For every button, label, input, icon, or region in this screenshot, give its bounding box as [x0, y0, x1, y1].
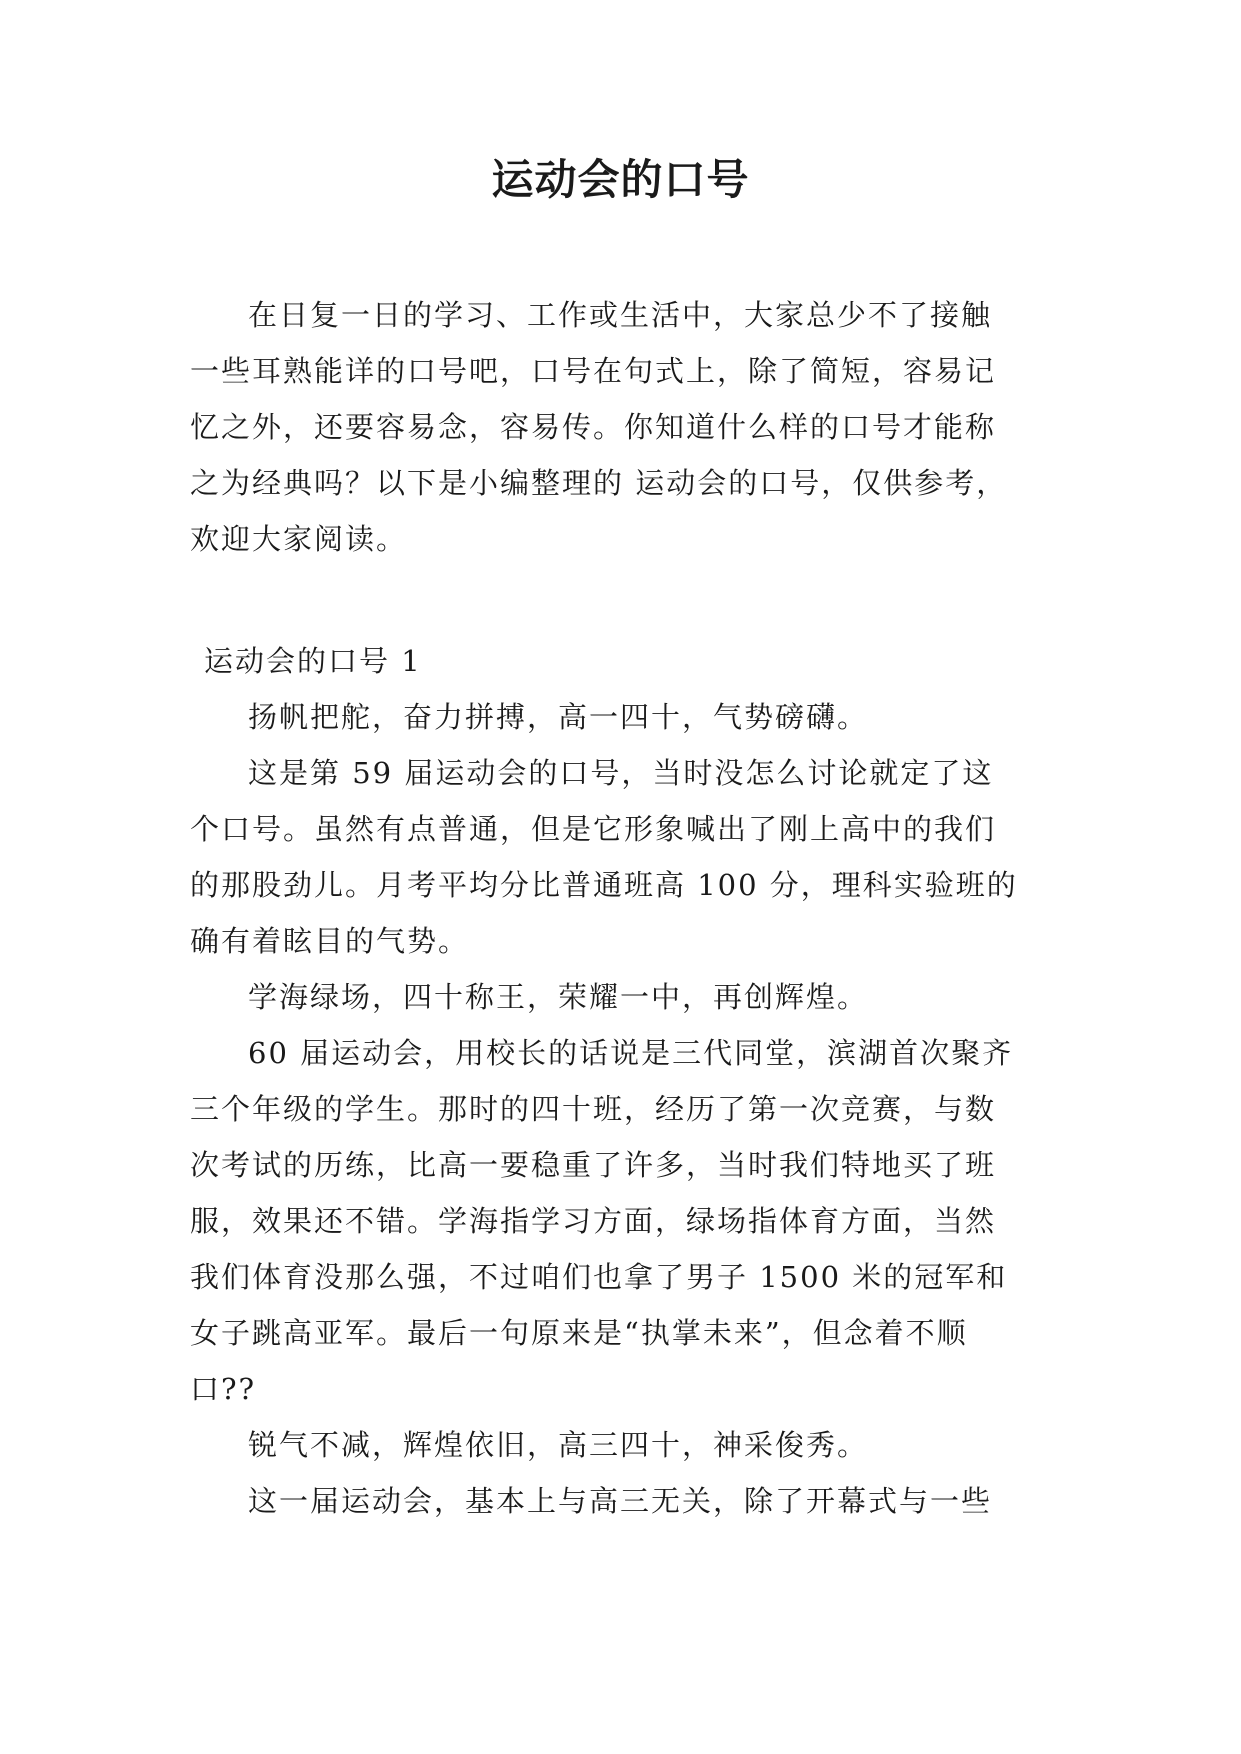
body-paragraph	[190, 745, 1060, 969]
paragraph-line: 服，效果还不错。学海指学习方面，绿场指体育方面，当然	[190, 1204, 997, 1238]
intro-line: 在日复一日的学习、工作或生活中，大家总少不了接触	[248, 298, 993, 332]
slogan-paragraph	[190, 689, 1060, 745]
paragraph-line: 口??	[190, 1372, 257, 1406]
slogan-paragraph	[190, 969, 1060, 1025]
paragraph-line: 次考试的历练，比高一要稳重了许多，当时我们特地买了班	[190, 1148, 997, 1182]
document-body	[190, 287, 1060, 1529]
intro-line: 欢迎大家阅读。	[190, 522, 408, 556]
paragraph-line: 学海绿场，四十称王，荣耀一中，再创辉煌。	[248, 980, 869, 1014]
body-paragraph	[190, 1473, 1060, 1529]
body-paragraph	[190, 1025, 1060, 1417]
section-heading: 运动会的口号 1	[204, 644, 422, 678]
paragraph-line: 我们体育没那么强，不过咱们也拿了男子 1500 米的冠军和	[190, 1260, 1008, 1294]
section-spacer	[190, 567, 1060, 633]
paragraph-line: 确有着眩目的气势。	[190, 924, 470, 958]
intro-line: 一些耳熟能详的口号吧，口号在句式上，除了简短，容易记	[190, 354, 997, 388]
paragraph-line: 三个年级的学生。那时的四十班，经历了第一次竞赛，与数	[190, 1092, 997, 1126]
paragraph-line: 这是第 59 届运动会的口号，当时没怎么讨论就定了这	[248, 756, 994, 790]
paragraph-line: 这一届运动会，基本上与高三无关，除了开幕式与一些	[248, 1484, 993, 1518]
paragraph-line: 的那股劲儿。月考平均分比普通班高 100 分，理科实验班的	[190, 868, 1018, 902]
paragraph-line: 个口号。虽然有点普通，但是它形象喊出了刚上高中的我们	[190, 812, 997, 846]
paragraph-line: 扬帆把舵，奋力拼搏，高一四十，气势磅礴。	[248, 700, 869, 734]
paragraph-line: 女子跳高亚军。最后一句原来是“执掌未来”，但念着不顺	[190, 1316, 968, 1350]
intro-line: 忆之外，还要容易念，容易传。你知道什么样的口号才能称	[190, 410, 997, 444]
paragraph-line: 锐气不减，辉煌依旧，高三四十，神采俊秀。	[248, 1428, 869, 1462]
intro-paragraph	[190, 287, 1060, 567]
document-title: 运动会的口号	[491, 155, 750, 204]
intro-line: 之为经典吗？以下是小编整理的 运动会的口号，仅供参考，	[190, 466, 1008, 500]
paragraph-line: 60 届运动会，用校长的话说是三代同堂，滨湖首次聚齐	[248, 1036, 1014, 1070]
slogan-paragraph	[190, 1417, 1060, 1473]
